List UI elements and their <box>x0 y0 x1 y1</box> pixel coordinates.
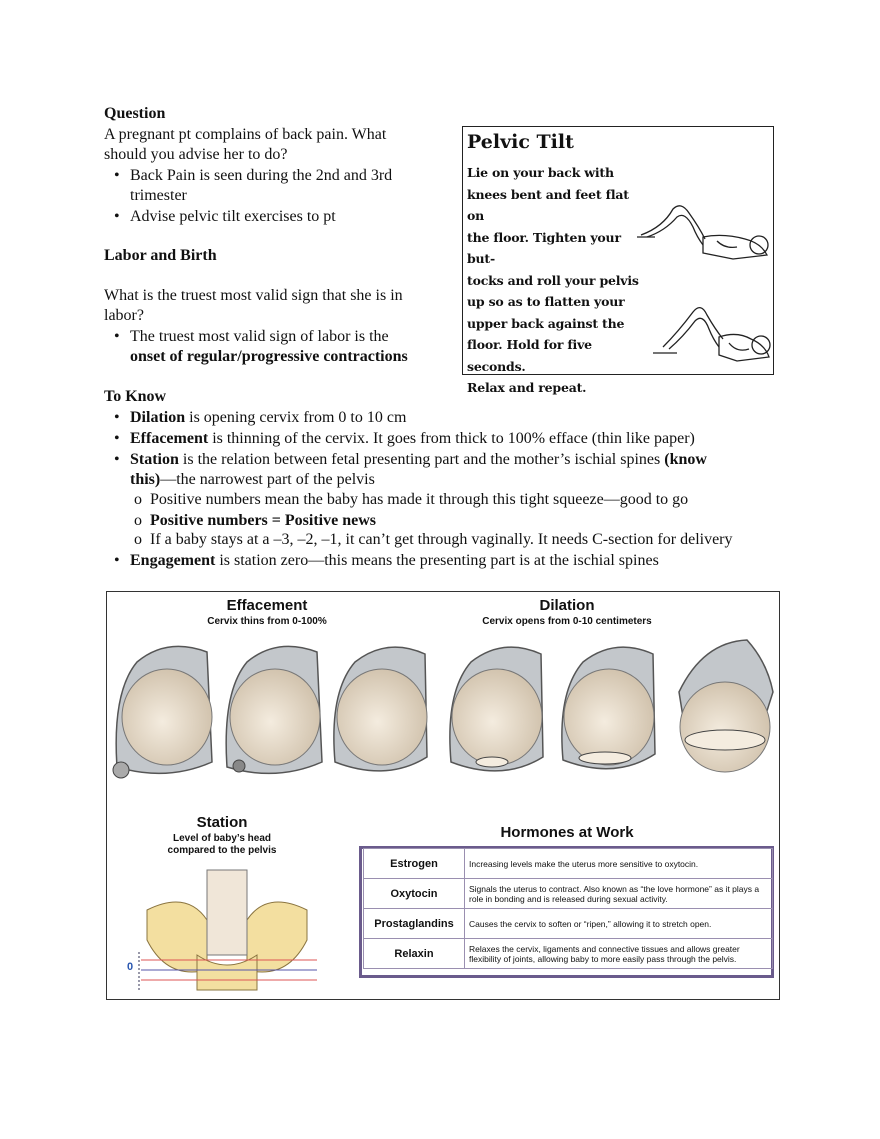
labor-answer-1: The truest most valid sign of labor is the <box>130 328 389 345</box>
station-title: Station <box>196 814 248 831</box>
sub-marker: o <box>134 491 142 508</box>
labor-question-1: What is the truest most valid sign that she is in <box>104 287 403 304</box>
dilation-item <box>130 408 406 428</box>
dilation-subtitle: Cervix opens from 0-10 centimeters <box>482 616 652 627</box>
pelvic-tilt-line: tocks and roll your pelvis <box>467 272 639 288</box>
station-sub-2: Positive numbers = Positive news <box>150 512 376 529</box>
labor-answer-2: onset of regular/progressive contractions <box>130 348 408 365</box>
pelvic-tilt-line: knees bent and feet flat on <box>467 186 629 223</box>
bullet-glyph: • <box>114 208 120 225</box>
sub-marker: o <box>134 531 142 548</box>
pelvic-tilt-illustration <box>633 197 773 372</box>
station-sub-1: Positive numbers mean the baby has made it through this tight squeeze—good to go <box>150 491 689 508</box>
pelvic-tilt-line: up so as to flatten your <box>467 294 625 309</box>
effacement-term: Effacement <box>130 430 209 447</box>
bullet-glyph: • <box>114 167 120 184</box>
bullet-glyph: • <box>114 409 120 426</box>
hormone-desc: Causes the cervix to soften or “ripen,” allowing it to stretch open. <box>465 909 773 939</box>
station-item-cont <box>130 470 375 490</box>
question-line-1: A pregnant pt complains of back pain. What <box>104 126 387 143</box>
table-row <box>364 879 773 909</box>
pelvic-tilt-line: floor. Hold for five seconds. <box>467 337 592 374</box>
station-text-2: —the narrowest part of the pelvis <box>160 471 375 488</box>
station-know-2: this) <box>130 471 161 488</box>
pelvic-tilt-line: upper back against the <box>467 315 625 331</box>
question-heading: Question <box>104 105 166 122</box>
pelvic-tilt-line: Relax and repeat. <box>467 380 587 395</box>
question-bullet-2: Advise pelvic tilt exercises to pt <box>130 208 336 225</box>
hormone-desc: Increasing levels make the uterus more sensitive to oxytocin. <box>465 849 773 879</box>
effacement-item <box>130 429 695 449</box>
hormone-desc: Relaxes the cervix, ligaments and connective tissues and allows greater flexibility of joints, allowing baby to more easily pass through the pelvis. <box>465 939 773 969</box>
table-row <box>364 939 773 969</box>
station-zero-label: 0 <box>127 961 134 973</box>
hormone-name: Prostaglandins <box>364 909 465 939</box>
to-know-heading: To Know <box>104 388 167 405</box>
pelvic-tilt-line: Lie on your back with <box>467 165 614 180</box>
bullet-glyph: • <box>114 451 120 468</box>
pelvic-tilt-title: Pelvic Tilt <box>467 131 574 153</box>
hormone-name: Oxytocin <box>364 879 465 909</box>
station-subtitle-2: compared to the pelvis <box>167 845 277 856</box>
dilation-title: Dilation <box>539 597 595 614</box>
bullet-glyph: • <box>114 328 120 345</box>
dilation-term: Dilation <box>130 409 186 426</box>
station-term: Station <box>130 451 179 468</box>
hormone-name: Estrogen <box>364 849 465 879</box>
labor-infographic <box>106 591 780 1000</box>
question-line-2: should you advise her to do? <box>104 146 288 163</box>
hormone-name: Relaxin <box>364 939 465 969</box>
pelvic-tilt-instructions <box>467 162 647 399</box>
pelvic-tilt-line: the floor. Tighten your but- <box>467 229 621 266</box>
bullet-glyph: • <box>114 430 120 447</box>
station-item <box>130 450 707 470</box>
stage-1 <box>113 646 212 778</box>
table-row <box>364 849 773 879</box>
effacement-subtitle: Cervix thins from 0-100% <box>207 616 327 627</box>
hormones-title: Hormones at Work <box>500 824 634 841</box>
effacement-text: is thinning of the cervix. It goes from thick to 100% efface (thin like paper) <box>208 430 695 447</box>
station-subtitle-1: Level of baby’s head <box>173 833 271 844</box>
labor-heading: Labor and Birth <box>104 247 217 264</box>
question-bullet-1-cont: trimester <box>130 187 187 204</box>
station-know: (know <box>664 451 707 468</box>
engagement-item <box>130 551 659 571</box>
dilation-text: is opening cervix from 0 to 10 cm <box>185 409 407 426</box>
bullet-glyph: • <box>114 552 120 569</box>
labor-question-2: labor? <box>104 307 144 324</box>
cervix-stages-illustration <box>107 632 779 782</box>
station-text: is the relation between fetal presenting part and the mother’s ischial spines <box>178 451 665 468</box>
table-row <box>364 909 773 939</box>
effacement-title: Effacement <box>226 597 308 614</box>
pelvis-station-illustration <box>127 860 327 1000</box>
engagement-text: is station zero—this means the presenting part is at the ischial spines <box>215 552 659 569</box>
hormones-table <box>363 848 773 969</box>
sub-marker: o <box>134 512 142 529</box>
engagement-term: Engagement <box>130 552 216 569</box>
pelvic-tilt-box <box>462 126 774 395</box>
hormone-desc: Signals the uterus to contract. Also known as “the love hormone” as it plays a role in bonding and is released during sexual activity. <box>465 879 773 909</box>
question-bullet-1: Back Pain is seen during the 2nd and 3rd <box>130 167 393 184</box>
station-sub-3: If a baby stays at a –3, –2, –1, it can’t get through vaginally. It needs C-section for delivery <box>150 531 733 548</box>
